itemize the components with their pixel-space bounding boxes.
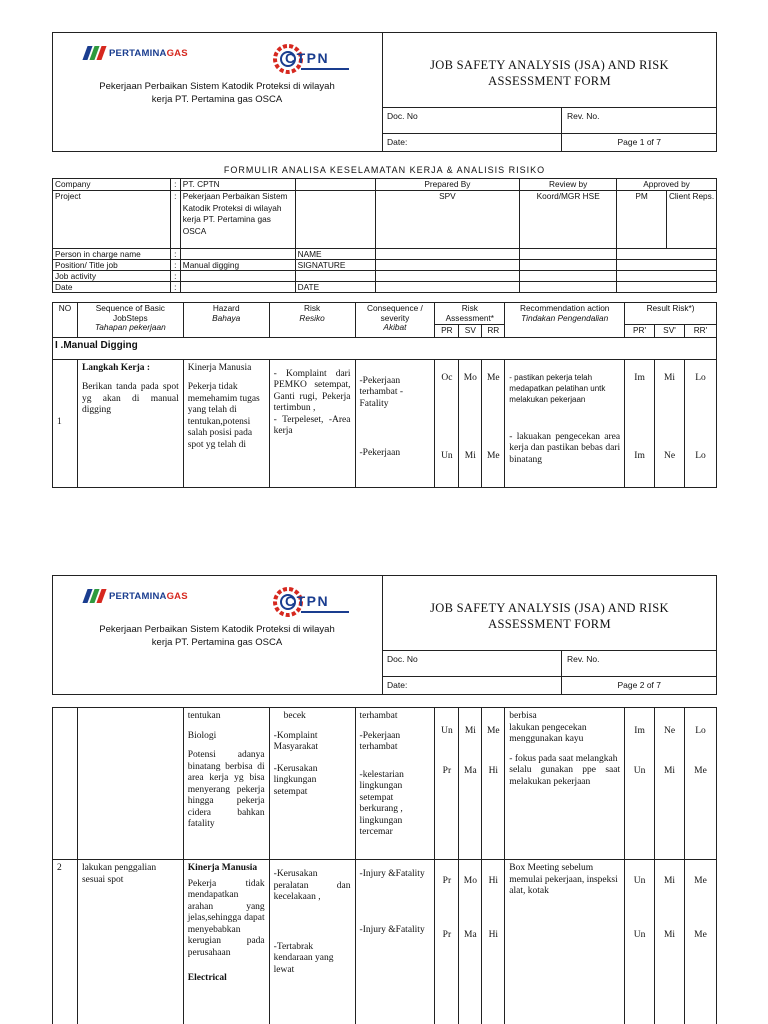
table-row: tentukan Biologi Potensi adanya binatang berbisa di area kerja yg bisa menyerang pekerja hingga pekerja cidera bahkan fatality becek -Komplaint Masyarakat -Kerusakan lingkungan setempat terhambat -Pekerjaan terhambat -kelestarian lingkungan setempat berkurang , lingkungan tercemar Un Pr Mi Ma Me Hi berbisa lakukan pengecekan menggunakan kayu - fokus pada saat melangkah selalu gunakan ppe saat melakukan pekerjaan Im Un Ne Mi Lo Me xyxy=(53,708,717,860)
svg-text:CTPN: CTPN xyxy=(285,50,330,66)
jsa-table-page2 xyxy=(52,707,717,1024)
form-heading: JOB SAFETY ANALYSIS (JSA) AND RISK ASSESSMENT FORM xyxy=(430,601,669,631)
page-number: Page 2 of 7 xyxy=(617,680,661,690)
date-page-row: Date: Page 1 of 7 xyxy=(383,133,716,151)
page2-header xyxy=(52,575,717,695)
pertamina-mark-icon xyxy=(83,45,105,61)
doc-rev-row: Doc. No Rev. No. xyxy=(383,107,716,134)
section-title: I .Manual Digging xyxy=(53,337,717,359)
pertamina-gas-logo: PERTAMINAGAS xyxy=(83,45,188,61)
table-row: 2 lakukan penggalian sesuai spot Kinerja Manusia Pekerja tidak mendapatkan arahan yang jelas,sehingga dapat menyebabkan kerugian pada perusahaan Electrical -Kerusakan peralatan dan kecelakaan , -Tertabrak kendaraan yang lewat -Injury &Fatality -Injury &Fatality Pr Pr Mo Ma Hi Hi Box Meeting sebelum memulai pekerjaan, inspeksi alat, kotak Un Un Mi Mi Me Me xyxy=(53,860,717,1024)
location-line2: kerja PT. Pertamina gas OSCA xyxy=(151,94,283,105)
cptn-logo xyxy=(271,585,353,619)
form-heading: JOB SAFETY ANALYSIS (JSA) AND RISK ASSESSMENT FORM xyxy=(430,58,669,88)
doc-rev-row: Doc. No Rev. No. xyxy=(383,650,716,677)
page-number: Page 1 of 7 xyxy=(617,137,661,147)
location-line1: Pekerjaan Perbaikan Sistem Katodik Proteksi di wilayah xyxy=(99,624,335,635)
jsa-table-page1: NO Sequence of Basic JobSteps Tahapan pekerjaan Hazard Bahaya Risk Resiko Consequence / severity Akibat Risk Assessment* Recommendation action Tindakan Pengendalian Result Risk*) PR SV RR PR' SV' RR' I .Manual Digging 1 Langkah Kerja : Berikan tanda pada spot yg akan di manual digging Kinerja Manusia Pekerja tidak memehamim tugas yang telah di tentukan,potensi salah posisi pada spot yg telah di - Komplaint dari PEMKO setempat, Ganti rugi, Pekerja tertimbun , - Terpeleset, -Area kerja -Pekerjaan terhambat -Fatality -Pekerjaan Oc Un Mo Mi Me Me - pastikan pekerja telah medapatkan pelatihan untk melakukan pekerjaan - lakuakan pengecekan area kerja dan pastikan bebas dari binatang Im Im Mi Ne Lo Lo xyxy=(52,302,717,488)
location-line2: kerja PT. Pertamina gas OSCA xyxy=(151,637,283,648)
info-table: Company : PT. CPTN Prepared By Review by Approved by Project : Pekerjaan Perbaikan Sistem Katodik Proteksi di wilayah kerja PT. Pertamina gas OSCA SPV Koord/MGR HSE PM Client Reps. Person in charge name : NAME Position/ Title job : Manual digging SIGNATURE Job activity : Date : DATE xyxy=(52,178,717,293)
table-row: 1 Langkah Kerja : Berikan tanda pada spot yg akan di manual digging Kinerja Manusia Pekerja tidak memehamim tugas yang telah di tentukan,potensi salah posisi pada spot yg telah di - Komplaint dari PEMKO setempat, Ganti rugi, Pekerja tertimbun , - Terpeleset, -Area kerja -Pekerjaan terhambat -Fatality -Pekerjaan Oc Un Mo Mi Me Me - pastikan pekerja telah medapatkan pelatihan untk melakukan pekerjaan - lakuakan pengecekan area kerja dan pastikan bebas dari binatang Im Im Mi Ne Lo Lo xyxy=(53,359,717,487)
pertamina-gas-logo: PERTAMINAGAS xyxy=(83,588,188,604)
svg-text:CTPN: CTPN xyxy=(285,593,330,609)
pertamina-mark-icon xyxy=(83,588,105,604)
location-line1: Pekerjaan Perbaikan Sistem Katodik Proteksi di wilayah xyxy=(99,81,335,92)
form-title: FORMULIR ANALISA KESELAMATAN KERJA & ANALISIS RISIKO xyxy=(223,165,546,175)
cptn-logo xyxy=(271,42,353,76)
page1-header xyxy=(52,32,717,152)
date-page-row: Date: Page 2 of 7 xyxy=(383,676,716,694)
